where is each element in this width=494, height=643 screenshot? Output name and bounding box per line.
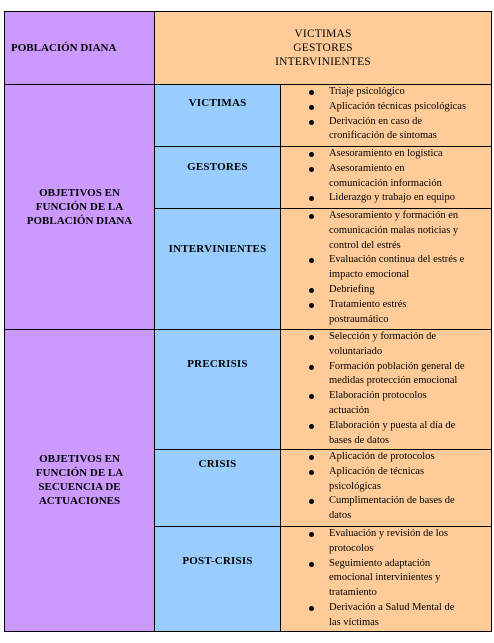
bullet-icon [309,455,314,460]
item-text: psicológicas [329,480,381,492]
label-line: ACTUACIONES [38,495,121,508]
item-text: Triaje psicológico [329,86,405,97]
label-line: FUNCIÓN DE LA [35,201,124,213]
item-text: voluntariado [329,345,383,357]
bullet-icon [309,394,314,399]
header-line-responders: INTERVINIENTES [275,56,371,68]
header-line-victims: VICTIMAS [294,28,352,40]
objectives-table [4,11,492,632]
section-population-label [5,85,155,330]
item-text: bases de datos [329,434,390,446]
item-text: datos [329,510,352,522]
item-text: control del estrés [329,239,401,251]
list-item [281,147,491,162]
row-label-postcrisis [155,527,281,632]
list-item [281,283,491,298]
header-populations [155,12,492,85]
list-item [281,601,491,631]
header-target-population-label: POBLACIÓN DIANA [11,42,117,54]
bullet-icon [309,105,314,110]
item-text: Tratamiento estrés [329,298,407,310]
list-item [281,298,491,328]
item-text: actuación [329,404,370,416]
row-label-text: GESTORES [187,161,248,173]
row-label-text: VICTIMAS [188,97,247,109]
list-crisis [281,450,492,527]
list-item [281,115,491,145]
row-label-crisis [155,450,281,527]
item-text: medidas protección emocional [329,375,458,387]
item-text: Formación población general de [329,360,465,372]
item-text: Evaluación y revisión de los [329,528,448,539]
item-text: Seguimiento adaptación [329,557,431,569]
section-sequence-label [5,330,155,632]
bullet-icon [309,303,314,308]
row-label-text: PRECRISIS [187,358,248,370]
bullet-icon [309,258,314,263]
row-label-text: POST-CRISIS [182,555,253,567]
item-text: comunicación malas noticias y [329,224,459,236]
item-text: Cumplimentación de bases de [329,495,455,507]
bullet-icon [309,152,314,157]
list-item [281,209,491,253]
item-text: cronificación de síntomas [329,130,437,142]
item-text: Selección y formación de [329,331,436,342]
bullet-icon [309,499,314,504]
list-item [281,330,491,360]
item-text: comunicación información [329,177,442,189]
item-text: Elaboración y puesta al día de [329,419,456,431]
list-item [281,419,491,449]
item-text: Aplicación de técnicas [329,465,425,477]
list-postcrisis [281,527,492,632]
list-victims [281,85,492,147]
item-text: Aplicación técnicas psicológicas [329,100,467,112]
row-label-victims [155,85,281,147]
row-label-precrisis [155,330,281,450]
header-line-managers: GESTORES [293,42,353,54]
list-responders [281,209,492,330]
item-text: Debriefing [329,283,375,295]
item-text: Asesoramiento en [329,162,405,174]
bullet-icon [309,120,314,125]
bullet-icon [309,196,314,201]
label-line: FUNCIÓN DE LA [35,467,124,480]
item-text: protocolos [329,542,374,554]
bullet-icon [309,214,314,219]
bullet-icon [309,335,314,340]
item-text: tratamiento [329,587,377,599]
label-line: SECUENCIA DE [38,481,121,494]
list-item [281,360,491,390]
row-label-text: CRISIS [198,458,237,470]
row-label-responders [155,209,281,330]
list-item [281,465,491,495]
row-label-text: INTERVINIENTES [168,243,267,255]
list-precrisis [281,330,492,450]
item-text: Evaluación continua del estrés e [329,254,465,266]
list-item [281,85,491,100]
item-text: Derivación en caso de [329,115,422,127]
item-text: postraumático [329,313,389,325]
header-target-population [5,12,155,85]
list-managers [281,147,492,209]
bullet-icon [309,562,314,567]
label-line: OBJETIVOS EN [39,187,120,199]
item-text: las víctimas [329,616,379,628]
list-item [281,389,491,419]
label-line: OBJETIVOS EN [39,453,120,466]
item-text: Elaboración protocolos [329,390,427,402]
item-text: emocional intervinientes y [329,572,441,584]
list-item [281,100,491,115]
list-item [281,450,491,465]
item-text: Aplicación de protocolos [329,451,435,462]
item-text: Liderazgo y trabajo en equipo [329,192,455,204]
list-item [281,494,491,524]
list-item [281,527,491,557]
list-item [281,253,491,283]
item-text: Derivación a Salud Mental de [329,601,455,613]
bullet-icon [309,288,314,293]
list-item [281,191,491,206]
bullet-icon [309,424,314,429]
row-label-managers [155,147,281,209]
list-item [281,162,491,192]
bullet-icon [309,606,314,611]
bullet-icon [309,90,314,95]
item-text: Asesoramiento en logística [329,148,443,159]
label-line: POBLACIÓN DIANA [26,215,133,227]
list-item [281,557,491,601]
bullet-icon [309,167,314,172]
bullet-icon [309,470,314,475]
bullet-icon [309,365,314,370]
item-text: Asesoramiento y formación en [329,210,459,221]
bullet-icon [309,532,314,537]
item-text: impacto emocional [329,269,410,281]
